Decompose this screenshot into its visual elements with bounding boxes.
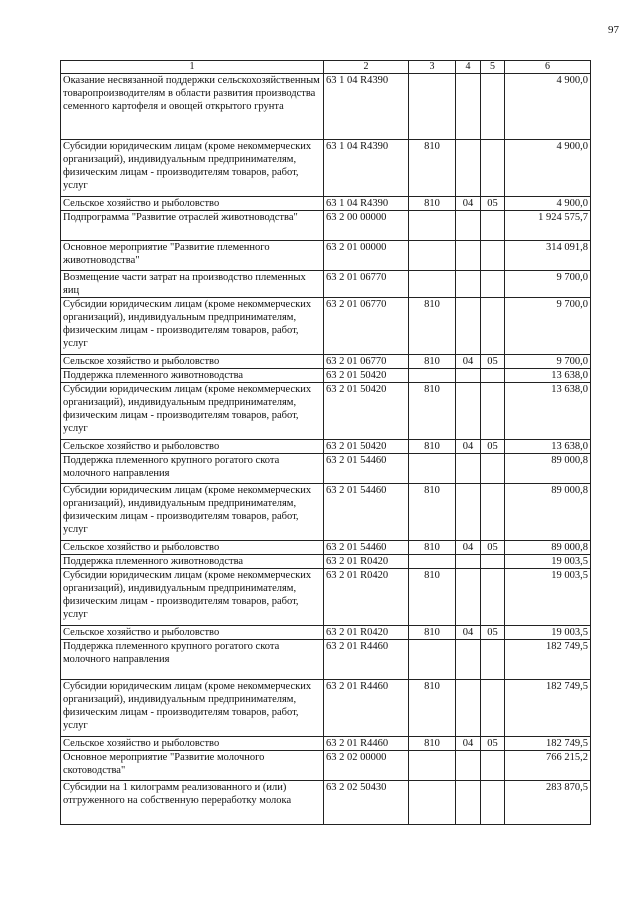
row-name: Поддержка племенного крупного рогатого скота молочного направления	[61, 640, 324, 680]
row-rz	[456, 484, 481, 541]
row-sum: 314 091,8	[505, 241, 591, 271]
row-pr: 05	[481, 737, 505, 751]
table-row	[61, 781, 591, 825]
column-header-4: 4	[456, 61, 481, 74]
row-rz: 04	[456, 541, 481, 555]
table-row	[61, 355, 591, 369]
row-code: 63 2 01 R0420	[324, 555, 409, 569]
row-rz	[456, 298, 481, 355]
row-rz: 04	[456, 197, 481, 211]
row-pr	[481, 211, 505, 241]
row-pr	[481, 680, 505, 737]
row-code: 63 2 01 06770	[324, 271, 409, 298]
row-sum: 4 900,0	[505, 140, 591, 197]
row-rz	[456, 569, 481, 626]
row-pr	[481, 383, 505, 440]
row-name: Возмещение части затрат на производство племенных яиц	[61, 271, 324, 298]
row-sum: 9 700,0	[505, 271, 591, 298]
row-sum: 9 700,0	[505, 355, 591, 369]
row-rz	[456, 74, 481, 140]
row-code: 63 2 01 54460	[324, 454, 409, 484]
row-code: 63 2 01 00000	[324, 241, 409, 271]
table-row	[61, 569, 591, 626]
row-rz	[456, 781, 481, 825]
column-header-2: 2	[324, 61, 409, 74]
table-header-row	[61, 61, 591, 74]
row-vr: 810	[409, 298, 456, 355]
row-vr: 810	[409, 626, 456, 640]
row-name: Оказание несвязанной поддержки сельскохозяйственным товаропроизводителям в области развития производства семенного картофеля и овощей открытого грунта	[61, 74, 324, 140]
row-pr: 05	[481, 355, 505, 369]
row-name: Подпрограмма "Развитие отраслей животноводства"	[61, 211, 324, 241]
row-pr	[481, 298, 505, 355]
row-sum: 4 900,0	[505, 197, 591, 211]
column-header-3: 3	[409, 61, 456, 74]
row-code: 63 2 01 R4460	[324, 737, 409, 751]
row-vr	[409, 781, 456, 825]
row-vr	[409, 74, 456, 140]
row-code: 63 2 01 R4460	[324, 680, 409, 737]
row-rz: 04	[456, 440, 481, 454]
row-code: 63 2 01 54460	[324, 541, 409, 555]
row-code: 63 2 01 06770	[324, 355, 409, 369]
row-code: 63 2 02 00000	[324, 751, 409, 781]
row-code: 63 2 01 54460	[324, 484, 409, 541]
row-code: 63 1 04 R4390	[324, 140, 409, 197]
row-vr: 810	[409, 680, 456, 737]
row-pr	[481, 484, 505, 541]
table-row	[61, 383, 591, 440]
row-pr	[481, 569, 505, 626]
row-vr: 810	[409, 569, 456, 626]
row-sum: 4 900,0	[505, 74, 591, 140]
row-sum: 19 003,5	[505, 626, 591, 640]
row-name: Сельское хозяйство и рыболовство	[61, 440, 324, 454]
row-sum: 182 749,5	[505, 680, 591, 737]
row-vr	[409, 555, 456, 569]
row-rz	[456, 680, 481, 737]
row-pr	[481, 369, 505, 383]
row-vr: 810	[409, 541, 456, 555]
table-row	[61, 211, 591, 241]
row-vr: 810	[409, 140, 456, 197]
row-vr: 810	[409, 737, 456, 751]
row-code: 63 2 01 R0420	[324, 626, 409, 640]
budget-table	[60, 60, 591, 825]
row-rz	[456, 751, 481, 781]
row-name: Сельское хозяйство и рыболовство	[61, 737, 324, 751]
row-code: 63 2 00 00000	[324, 211, 409, 241]
row-name: Субсидии юридическим лицам (кроме некоммерческих организаций), индивидуальным предпринимателям, физическим лицам - производителям товаров, работ, услуг	[61, 383, 324, 440]
row-rz: 04	[456, 355, 481, 369]
row-code: 63 2 01 50420	[324, 383, 409, 440]
row-pr	[481, 640, 505, 680]
row-pr	[481, 271, 505, 298]
row-pr: 05	[481, 440, 505, 454]
row-code: 63 1 04 R4390	[324, 74, 409, 140]
row-pr	[481, 140, 505, 197]
table-row	[61, 241, 591, 271]
table-row	[61, 197, 591, 211]
table-row	[61, 626, 591, 640]
row-vr: 810	[409, 197, 456, 211]
row-name: Поддержка племенного крупного рогатого скота молочного направления	[61, 454, 324, 484]
row-code: 63 2 01 R0420	[324, 569, 409, 626]
row-sum: 19 003,5	[505, 569, 591, 626]
table-row	[61, 737, 591, 751]
row-name: Сельское хозяйство и рыболовство	[61, 626, 324, 640]
row-vr: 810	[409, 383, 456, 440]
page-number: 97	[608, 24, 619, 36]
row-pr	[481, 781, 505, 825]
row-vr	[409, 454, 456, 484]
row-name: Сельское хозяйство и рыболовство	[61, 541, 324, 555]
row-pr	[481, 74, 505, 140]
row-code: 63 2 01 R4460	[324, 640, 409, 680]
row-vr	[409, 751, 456, 781]
row-rz	[456, 241, 481, 271]
row-sum: 13 638,0	[505, 440, 591, 454]
table-row	[61, 140, 591, 197]
row-sum: 89 000,8	[505, 484, 591, 541]
row-rz	[456, 454, 481, 484]
table-row	[61, 369, 591, 383]
row-sum: 182 749,5	[505, 640, 591, 680]
column-header-1: 1	[61, 61, 324, 74]
row-code: 63 2 01 06770	[324, 298, 409, 355]
table-row	[61, 640, 591, 680]
row-pr	[481, 241, 505, 271]
row-rz: 04	[456, 737, 481, 751]
row-rz	[456, 271, 481, 298]
row-pr: 05	[481, 626, 505, 640]
column-header-5: 5	[481, 61, 505, 74]
row-name: Основное мероприятие "Развитие молочного скотоводства"	[61, 751, 324, 781]
column-header-6: 6	[505, 61, 591, 74]
table-row	[61, 555, 591, 569]
row-name: Субсидии юридическим лицам (кроме некоммерческих организаций), индивидуальным предпринимателям, физическим лицам - производителям товаров, работ, услуг	[61, 569, 324, 626]
row-sum: 1 924 575,7	[505, 211, 591, 241]
table-row	[61, 74, 591, 140]
row-vr: 810	[409, 484, 456, 541]
row-sum: 9 700,0	[505, 298, 591, 355]
row-sum: 182 749,5	[505, 737, 591, 751]
row-rz	[456, 555, 481, 569]
row-pr	[481, 751, 505, 781]
row-sum: 19 003,5	[505, 555, 591, 569]
row-code: 63 2 01 50420	[324, 369, 409, 383]
row-sum: 283 870,5	[505, 781, 591, 825]
row-vr: 810	[409, 440, 456, 454]
row-vr	[409, 211, 456, 241]
row-vr	[409, 241, 456, 271]
table-row	[61, 298, 591, 355]
row-sum: 766 215,2	[505, 751, 591, 781]
row-vr	[409, 271, 456, 298]
row-name: Основное мероприятие "Развитие племенного животноводства"	[61, 241, 324, 271]
row-rz	[456, 211, 481, 241]
table-row	[61, 454, 591, 484]
table-row	[61, 751, 591, 781]
row-pr: 05	[481, 197, 505, 211]
row-rz	[456, 383, 481, 440]
row-name: Субсидии юридическим лицам (кроме некоммерческих организаций), индивидуальным предпринимателям, физическим лицам - производителям товаров, работ, услуг	[61, 140, 324, 197]
row-sum: 13 638,0	[505, 383, 591, 440]
table-row	[61, 484, 591, 541]
row-rz	[456, 140, 481, 197]
row-name: Сельское хозяйство и рыболовство	[61, 355, 324, 369]
row-code: 63 2 02 50430	[324, 781, 409, 825]
row-name: Поддержка племенного животноводства	[61, 369, 324, 383]
row-name: Субсидии юридическим лицам (кроме некоммерческих организаций), индивидуальным предпринимателям, физическим лицам - производителям товаров, работ, услуг	[61, 680, 324, 737]
row-rz	[456, 640, 481, 680]
row-code: 63 2 01 50420	[324, 440, 409, 454]
row-rz: 04	[456, 626, 481, 640]
row-vr: 810	[409, 355, 456, 369]
row-pr	[481, 454, 505, 484]
row-code: 63 1 04 R4390	[324, 197, 409, 211]
row-name: Субсидии юридическим лицам (кроме некоммерческих организаций), индивидуальным предпринимателям, физическим лицам - производителям товаров, работ, услуг	[61, 298, 324, 355]
table-row	[61, 440, 591, 454]
row-pr	[481, 555, 505, 569]
row-name: Поддержка племенного животноводства	[61, 555, 324, 569]
table-row	[61, 680, 591, 737]
row-vr	[409, 640, 456, 680]
row-sum: 13 638,0	[505, 369, 591, 383]
row-rz	[456, 369, 481, 383]
row-pr: 05	[481, 541, 505, 555]
row-sum: 89 000,8	[505, 454, 591, 484]
row-name: Субсидии юридическим лицам (кроме некоммерческих организаций), индивидуальным предпринимателям, физическим лицам - производителям товаров, работ, услуг	[61, 484, 324, 541]
table-row	[61, 541, 591, 555]
row-sum: 89 000,8	[505, 541, 591, 555]
row-name: Субсидии на 1 килограмм реализованного и (или) отгруженного на собственную переработку молока	[61, 781, 324, 825]
row-name: Сельское хозяйство и рыболовство	[61, 197, 324, 211]
row-vr	[409, 369, 456, 383]
table-row	[61, 271, 591, 298]
